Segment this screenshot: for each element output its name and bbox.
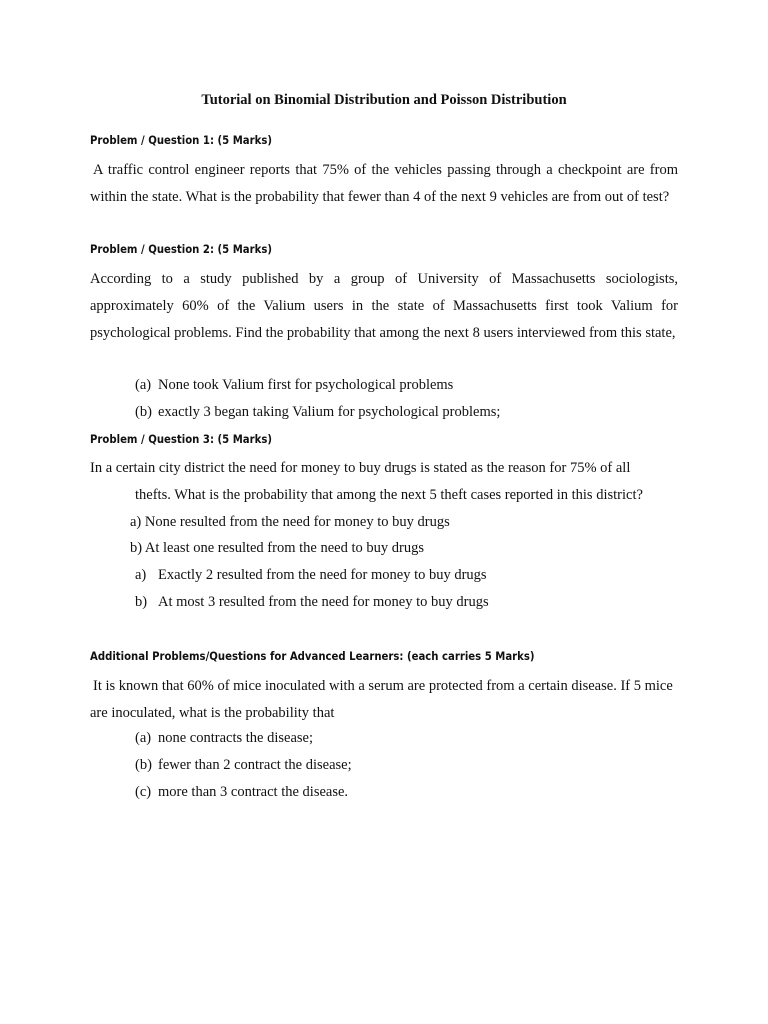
question-3-item-a (135, 567, 487, 584)
question-2-heading: Problem / Question 2: (5 Marks) (90, 242, 272, 256)
item-marker: (a) (135, 730, 152, 746)
item-text: None took Valium first for psychological problems (158, 377, 454, 393)
item-marker: (c) (135, 784, 152, 800)
additional-problems-body: It is known that 60% of mice inoculated with a serum are protected from a certain disease. If 5 mice are inoculated, what is the probability that (90, 678, 673, 721)
item-marker: (b) (135, 404, 152, 420)
question-3-body-line-2: thefts. What is the probability that among the next 5 theft cases reported in this district? (135, 487, 643, 503)
item-text: exactly 3 began taking Valium for psychological problems; (158, 404, 501, 420)
item-text: none contracts the disease; (158, 730, 314, 746)
question-2-item-b (135, 404, 500, 421)
additional-item-c (135, 784, 348, 801)
item-marker: b) (135, 594, 148, 610)
item-marker: (a) (135, 377, 152, 393)
question-2-body: According to a study published by a group of University of Massachusetts sociologists, approximately 60% of the Valium users in the state of Massachusetts first took Valium for psychological problems. Find the probability that among the next 8 users interviewed from this state, (90, 271, 678, 341)
item-marker: a) (135, 567, 147, 583)
question-3-heading: Problem / Question 3: (5 Marks) (90, 432, 272, 446)
item-text: Exactly 2 resulted from the need for money to buy drugs (158, 567, 487, 583)
question-3-item-inline-b: b) At least one resulted from the need to buy drugs (130, 540, 424, 556)
question-3-body-line-1: In a certain city district the need for money to buy drugs is stated as the reason for 75% of all (90, 460, 631, 476)
additional-problems-heading: Additional Problems/Questions for Advanced Learners: (each carries 5 Marks) (90, 649, 535, 663)
item-text: At most 3 resulted from the need for money to buy drugs (158, 594, 489, 610)
item-text: fewer than 2 contract the disease; (158, 757, 352, 773)
additional-item-a (135, 730, 313, 747)
document-title: Tutorial on Binomial Distribution and Poisson Distribution (201, 92, 567, 108)
question-1-heading: Problem / Question 1: (5 Marks) (90, 133, 272, 147)
question-1-body: A traffic control engineer reports that 75% of the vehicles passing through a checkpoint are from within the state. What is the probability that fewer than 4 of the next 9 vehicles are from out of test? (90, 162, 678, 205)
question-3-item-inline-a: a) None resulted from the need for money to buy drugs (130, 514, 450, 530)
question-2-item-a (135, 377, 453, 394)
item-marker: (b) (135, 757, 152, 773)
question-3-item-b (135, 594, 489, 611)
additional-item-b (135, 757, 352, 774)
item-text: more than 3 contract the disease. (158, 784, 349, 800)
